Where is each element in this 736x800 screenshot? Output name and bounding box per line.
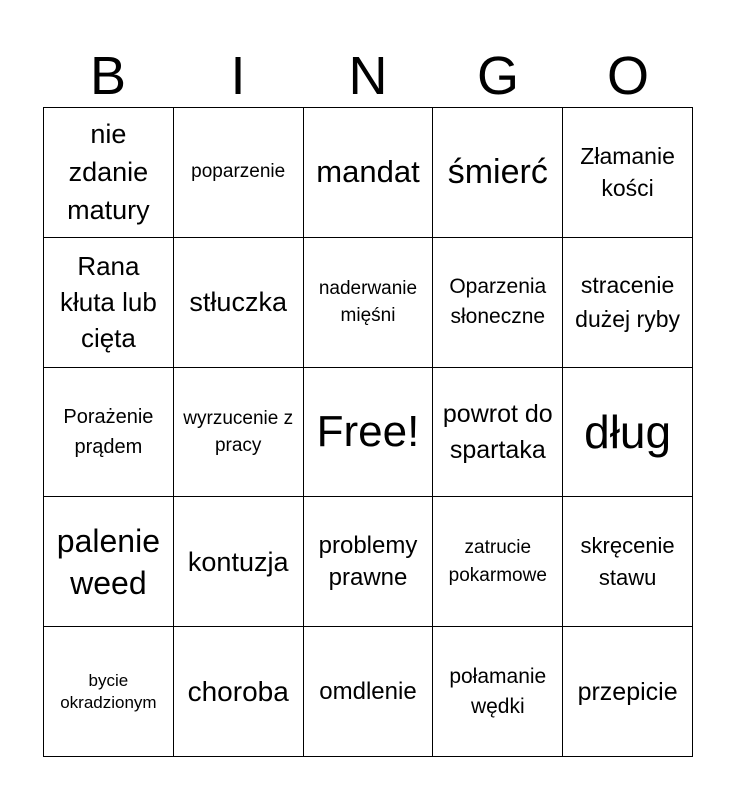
cell-label: Porażenie prądem	[63, 405, 154, 458]
bingo-cell[interactable]	[44, 627, 174, 757]
bingo-cell[interactable]	[433, 108, 563, 238]
header-letter-o: O	[606, 46, 649, 106]
header-letter-g: G	[476, 46, 519, 106]
bingo-header	[43, 44, 693, 108]
bingo-cell[interactable]	[44, 108, 174, 238]
cell-label: mandat	[316, 154, 420, 190]
cell-label: powrot do spartaka	[442, 399, 553, 464]
cell-label: stracenie dużej ryby	[575, 272, 680, 333]
header-letter-n: N	[348, 46, 388, 106]
header-letter-i: I	[230, 46, 246, 106]
cell-label: kontuzja	[187, 546, 289, 577]
bingo-board	[43, 107, 693, 757]
cell-label: palenie weed	[56, 522, 160, 601]
cell-label: bycie okradzionym	[60, 670, 157, 712]
bingo-cell[interactable]	[433, 368, 563, 498]
bingo-cell[interactable]	[433, 238, 563, 368]
bingo-cell[interactable]	[563, 368, 693, 498]
bingo-cell[interactable]	[174, 497, 304, 627]
bingo-cell[interactable]	[563, 108, 693, 238]
cell-label: przepicie	[577, 677, 678, 706]
cell-label: nie zdanie matury	[67, 119, 150, 226]
cell-label: połamanie wędki	[449, 664, 547, 718]
cell-label: Free!	[316, 406, 420, 456]
bingo-cell[interactable]	[433, 497, 563, 627]
cell-label: naderwanie mięśni	[318, 278, 418, 327]
cell-label: Złamanie kości	[580, 143, 675, 202]
bingo-cell[interactable]	[174, 627, 304, 757]
bingo-cell[interactable]	[174, 368, 304, 498]
cell-label: Oparzenia słoneczne	[449, 275, 547, 329]
cell-label: śmierć	[447, 153, 548, 192]
cell-label: omdlenie	[319, 677, 417, 705]
bingo-cell[interactable]	[433, 627, 563, 757]
bingo-cell[interactable]	[174, 238, 304, 368]
cell-label: skręcenie stawu	[580, 532, 675, 590]
cell-label: choroba	[187, 675, 289, 707]
free-space-cell[interactable]	[304, 368, 434, 498]
cell-label: problemy prawne	[318, 531, 418, 591]
bingo-cell[interactable]	[563, 497, 693, 627]
cell-label: stłuczka	[189, 287, 287, 318]
cell-label: dług	[584, 405, 672, 458]
cell-label: Rana kłuta lub cięta	[59, 251, 157, 354]
cell-label: wyrzucenie z pracy	[183, 407, 294, 456]
bingo-cell[interactable]	[304, 627, 434, 757]
bingo-cell[interactable]	[304, 497, 434, 627]
bingo-cell[interactable]	[44, 368, 174, 498]
bingo-cell[interactable]	[44, 238, 174, 368]
bingo-cell[interactable]	[44, 497, 174, 627]
bingo-cell[interactable]	[174, 108, 304, 238]
bingo-cell[interactable]	[304, 238, 434, 368]
cell-label: zatrucie pokarmowe	[448, 536, 547, 586]
header-letter-b: B	[89, 46, 127, 106]
cell-label: poparzenie	[191, 161, 286, 183]
bingo-cell[interactable]	[563, 238, 693, 368]
bingo-cell[interactable]	[304, 108, 434, 238]
bingo-cell[interactable]	[563, 627, 693, 757]
